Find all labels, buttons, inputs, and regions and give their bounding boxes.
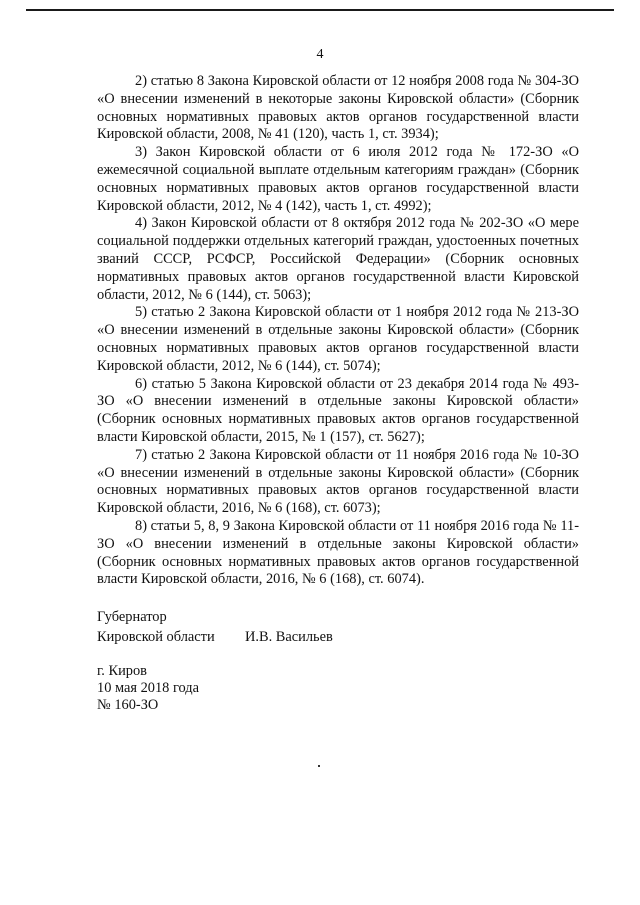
list-item-8: 8) статьи 5, 8, 9 Закона Кировской области от 11 ноября 2016 года № 11-ЗО «О внесении изменений в отдельные законы Кировской области» (Сборник основных нормативных правовых актов органов государственной власти Кировской области, 2016, № 6 (168), ст. 6074). [97, 517, 579, 588]
signatory-position: Губернатор [97, 609, 167, 625]
document-body [97, 73, 579, 589]
place-date-block [97, 663, 199, 714]
signatory-name: И.В. Васильев [245, 629, 333, 645]
list-item-4: 4) Закон Кировской области от 8 октября 2012 года № 202-ЗО «О мере социальной поддержки отдельных категорий граждан, удостоенных почетных званий СССР, РСФСР, Российской Федерации» (Сборник основных нормативных правовых актов органов государственной власти Кировской области, 2012, № 6 (144), ст. 5063); [97, 215, 579, 303]
law-number: № 160-ЗО [97, 697, 159, 713]
list-item-3: 3) Закон Кировской области от 6 июля 2012 года № 172-ЗО «О ежемесячной социальной выплате отдельным категориям граждан» (Сборник основных нормативных правовых актов органов государственной власти Кировской области, 2012, № 4 (142), часть 1, ст. 4992); [97, 144, 579, 214]
top-border-line [26, 9, 614, 11]
signature-block [97, 607, 333, 647]
list-item-7: 7) статью 2 Закона Кировской области от 11 ноября 2016 года № 10-ЗО «О внесении изменений в отдельные законы Кировской области» (Сборник основных нормативных правовых актов органов государственной власти Кировской области, 2016, № 6 (168), ст. 6073); [97, 446, 579, 517]
signatory-region: Кировской области [97, 629, 215, 645]
list-item-6: 6) статью 5 Закона Кировской области от 23 декабря 2014 года № 493-ЗО «О внесении изменений в отдельные законы Кировской области» (Сборник основных нормативных правовых актов органов государственной власти Кировской области, 2015, № 1 (157), ст. 5627); [97, 375, 579, 445]
adoption-date: 10 мая 2018 года [97, 680, 200, 696]
scan-speck [318, 765, 320, 767]
list-item-2: 2) статью 8 Закона Кировской области от 12 ноября 2008 года № 304-ЗО «О внесении изменений в некоторые законы Кировской области» (Сборник основных нормативных правовых актов органов государственной власти Кировской области, 2008, № 41 (120), часть 1, ст. 3934); [97, 73, 579, 143]
page-number: 4 [316, 47, 324, 62]
list-item-5: 5) статью 2 Закона Кировской области от 1 ноября 2012 года № 213-ЗО «О внесении изменений в отдельные законы Кировской области» (Сборник основных нормативных правовых актов органов государственной власти Кировской области, 2012, № 6 (144), ст. 5074); [97, 304, 579, 374]
city: г. Киров [97, 663, 147, 679]
signature-row [97, 627, 333, 647]
